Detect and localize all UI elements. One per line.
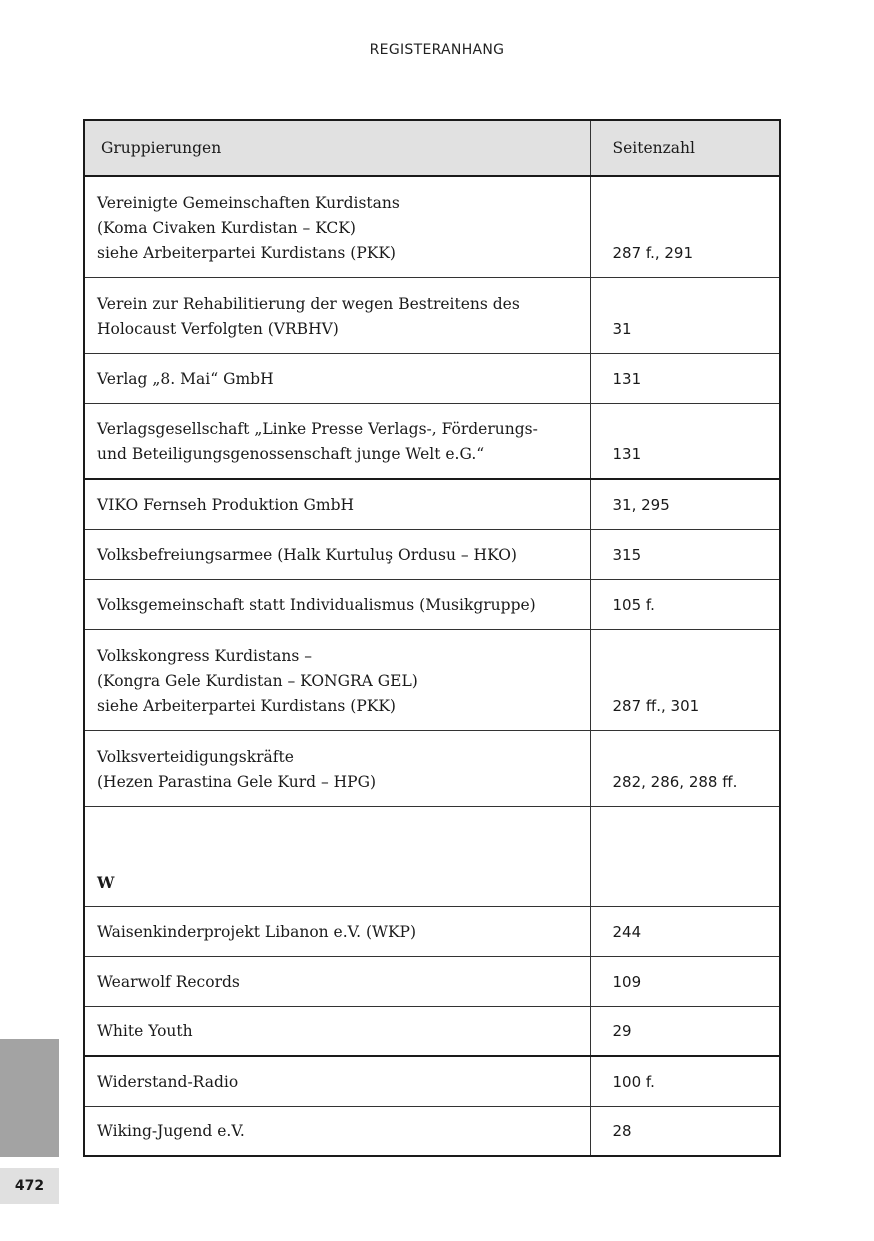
section-letter-text: W <box>97 872 115 892</box>
section-letter <box>84 806 590 906</box>
table-row <box>84 353 780 403</box>
page-numbers-cell: 31, 295 <box>590 479 780 529</box>
table-row <box>84 730 780 806</box>
column-header-groups: Gruppierungen <box>84 120 590 176</box>
group-name-line: White Youth <box>97 1022 193 1040</box>
register-table <box>83 119 781 1157</box>
page-number: 472 <box>0 1168 59 1204</box>
page-numbers-cell: 100 f. <box>590 1056 780 1106</box>
page-numbers-cell: 109 <box>590 956 780 1006</box>
group-name-line: Volksbefreiungsarmee (Halk Kurtuluş Ordusu – HKO) <box>97 545 517 564</box>
page-numbers-cell: 31 <box>590 277 780 353</box>
page-numbers-cell: 287 f., 291 <box>590 176 780 277</box>
table-row <box>84 1106 780 1156</box>
group-name-cell <box>84 176 590 277</box>
group-name-cell <box>84 629 590 730</box>
page-numbers-cell <box>590 806 780 906</box>
table-row <box>84 1006 780 1056</box>
table-header-row <box>84 120 780 176</box>
page-numbers-cell: 244 <box>590 906 780 956</box>
group-name-line: (Hezen Parastina Gele Kurd – HPG) <box>97 772 377 791</box>
table-row <box>84 176 780 277</box>
group-name-line: (Kongra Gele Kurdistan – KONGRA GEL) <box>97 671 418 690</box>
running-head: REGISTERANHANG <box>369 42 505 58</box>
page-numbers-cell: 315 <box>590 529 780 579</box>
group-name-cell <box>84 1006 590 1056</box>
page-numbers-cell: 29 <box>590 1006 780 1056</box>
group-name-cell <box>84 730 590 806</box>
group-name-line: Volksgemeinschaft statt Individualismus (Musikgruppe) <box>97 595 536 614</box>
group-name-line: Volksverteidigungskräfte <box>97 747 294 766</box>
page-numbers-cell: 105 f. <box>590 579 780 629</box>
group-name-line: Volkskongress Kurdistans – <box>97 646 313 665</box>
group-name-cell <box>84 956 590 1006</box>
group-name-line: siehe Arbeiterpartei Kurdistans (PKK) <box>97 696 396 715</box>
table-row <box>84 1056 780 1106</box>
group-name-cell <box>84 353 590 403</box>
group-name-line: Waisenkinderprojekt Libanon e.V. (WKP) <box>97 922 417 941</box>
group-name-line: Widerstand-Radio <box>97 1072 239 1091</box>
table-row <box>84 629 780 730</box>
group-name-cell <box>84 1056 590 1106</box>
table-row <box>84 277 780 353</box>
group-name-line: Verlagsgesellschaft „Linke Presse Verlags-, Förderungs- <box>97 420 538 438</box>
table-row <box>84 479 780 529</box>
group-name-line: Wiking-Jugend e.V. <box>97 1122 245 1140</box>
page-numbers-cell: 131 <box>590 353 780 403</box>
group-name-line: Verein zur Rehabilitierung der wegen Bestreitens des <box>97 294 520 313</box>
group-name-cell <box>84 277 590 353</box>
group-name-line: VIKO Fernseh Produktion GmbH <box>97 495 355 514</box>
group-name-line: (Koma Civaken Kurdistan – KCK) <box>97 218 356 237</box>
table-row <box>84 579 780 629</box>
page-numbers-cell: 28 <box>590 1106 780 1156</box>
page-numbers-cell: 282, 286, 288 ff. <box>590 730 780 806</box>
group-name-line: siehe Arbeiterpartei Kurdistans (PKK) <box>97 243 396 262</box>
group-name-cell <box>84 403 590 479</box>
group-name-line: Verlag „8. Mai“ GmbH <box>97 369 274 388</box>
group-name-line: Wearwolf Records <box>97 972 240 991</box>
table-row <box>84 906 780 956</box>
page-numbers-cell: 287 ff., 301 <box>590 629 780 730</box>
page-numbers-cell: 131 <box>590 403 780 479</box>
table-row <box>84 956 780 1006</box>
column-header-pages: Seitenzahl <box>590 120 780 176</box>
group-name-cell <box>84 906 590 956</box>
table-row <box>84 529 780 579</box>
group-name-line: und Beteiligungsgenossenschaft junge Welt e.G.“ <box>97 445 485 463</box>
group-name-cell <box>84 1106 590 1156</box>
group-name-cell <box>84 579 590 629</box>
group-name-line: Vereinigte Gemeinschaften Kurdistans <box>97 193 400 212</box>
section-letter-row <box>84 806 780 906</box>
group-name-cell <box>84 479 590 529</box>
table-row <box>84 403 780 479</box>
chapter-side-tab <box>0 1039 59 1157</box>
group-name-cell <box>84 529 590 579</box>
group-name-line: Holocaust Verfolgten (VRBHV) <box>97 319 339 338</box>
